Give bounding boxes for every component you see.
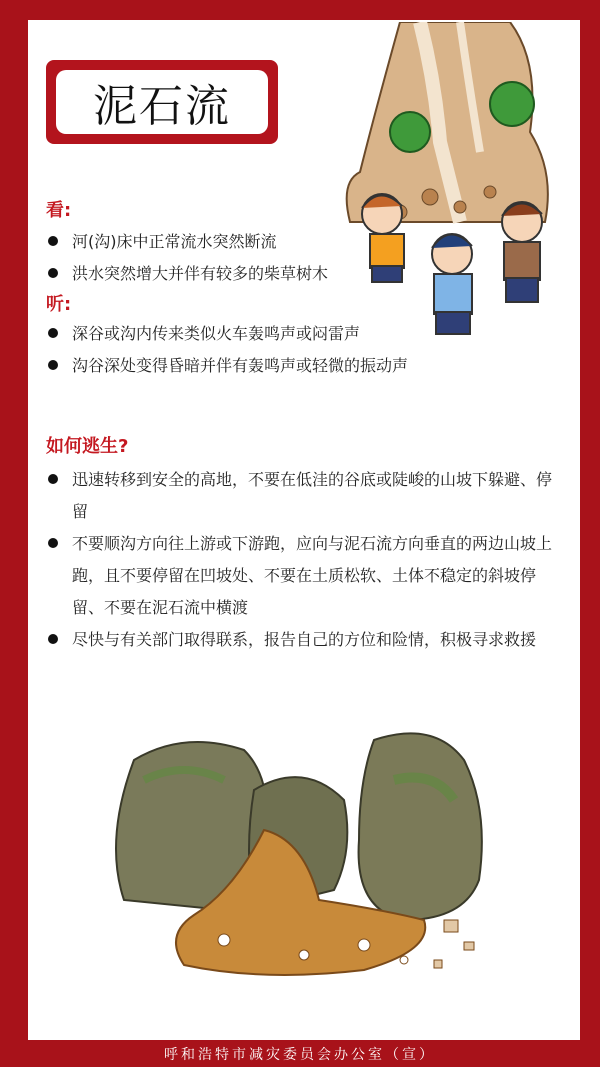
rocks-mudslide-illustration	[104, 720, 496, 990]
page-title: 泥石流	[93, 81, 231, 132]
listen-heading: 听:	[46, 294, 72, 315]
look-list	[46, 226, 346, 290]
bullet-icon	[48, 538, 58, 548]
bullet-icon	[48, 360, 58, 370]
escape-list	[46, 464, 558, 656]
list-item-text: 洪水突然增大并伴有较多的柴草树木	[72, 264, 329, 283]
bullet-icon	[48, 328, 58, 338]
list-item-text: 迅速转移到安全的高地，不要在低洼的谷底或陡峻的山坡下躲避、停留	[72, 470, 553, 521]
look-heading: 看:	[46, 200, 72, 221]
list-item-text: 沟谷深处变得昏暗并伴有轰鸣声或轻微的振动声	[72, 356, 409, 375]
escape-heading: 如何逃生?	[46, 436, 129, 457]
bullet-icon	[48, 236, 58, 246]
list-item	[46, 624, 558, 656]
list-item-text: 河(沟)床中正常流水突然断流	[72, 232, 277, 251]
bullet-icon	[48, 634, 58, 644]
list-item	[46, 318, 566, 350]
list-item-text: 深谷或沟内传来类似火车轰鸣声或闷雷声	[72, 324, 361, 343]
title-box	[46, 60, 278, 144]
list-item	[46, 350, 566, 382]
title-inner	[56, 70, 268, 134]
bullet-icon	[48, 268, 58, 278]
list-item	[46, 258, 346, 290]
footer-credit: 呼和浩特市减灾委员会办公室（宣）	[164, 1047, 436, 1063]
list-item-text: 尽快与有关部门取得联系，报告自己的方位和险情，积极寻求救援	[72, 630, 537, 649]
bullet-icon	[48, 474, 58, 484]
list-item	[46, 464, 558, 528]
list-item-text: 不要顺沟方向往上游或下游跑，应向与泥石流方向垂直的两边山坡上跑，且不要停留在凹坡处、不要在土质松软、土体不稳定的斜坡停留、不要在泥石流中横渡	[72, 534, 553, 617]
listen-list	[46, 318, 566, 382]
mudflow-children-illustration	[340, 22, 572, 362]
list-item	[46, 226, 346, 258]
list-item	[46, 528, 558, 624]
